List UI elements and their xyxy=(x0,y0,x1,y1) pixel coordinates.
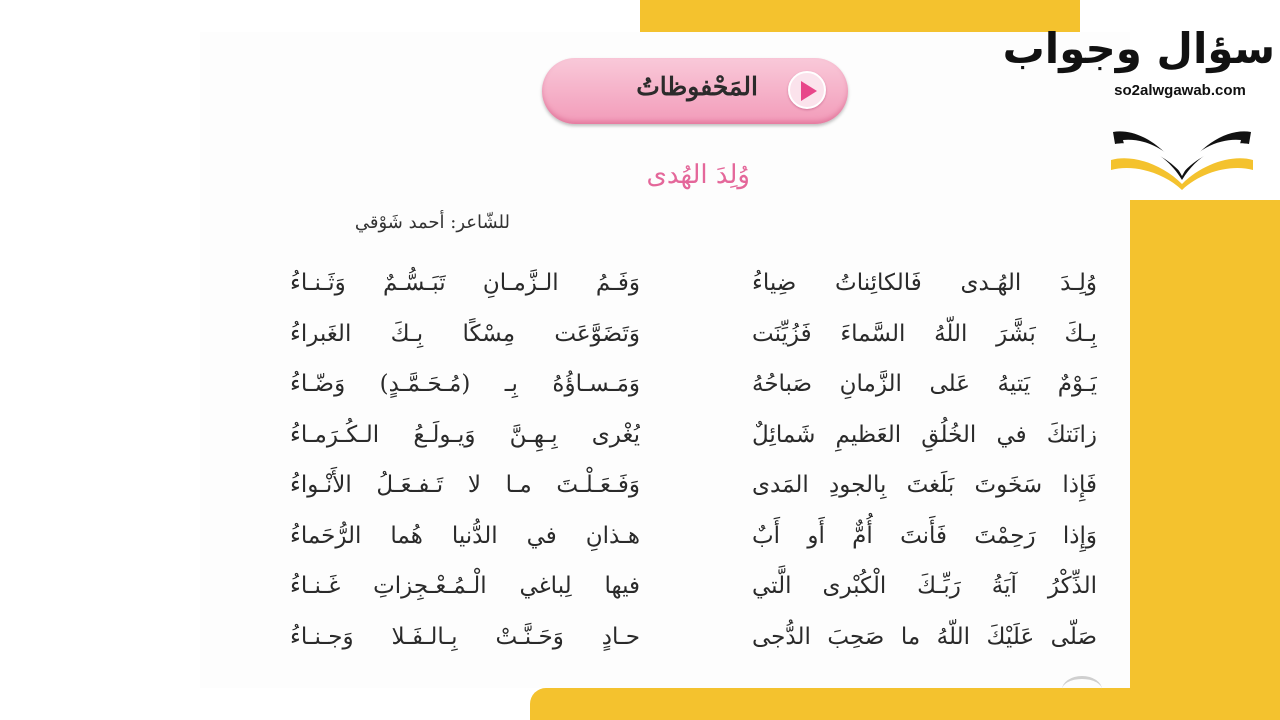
verse-line: وَمَـسـاؤُهُ بِـ (مُـحَـمَّـدٍ) وَضّـاءُ xyxy=(290,371,640,397)
page-corner-mark xyxy=(1062,676,1102,703)
verse-line: فيها لِباغي الْـمُـعْـجِزاتِ غَـنـاءُ xyxy=(290,573,640,599)
verse-line: يَـوْمٌ يَتيهُ عَلى الزَّمانِ صَباحُهُ xyxy=(752,371,1097,397)
verse-line: بِـكَ بَشَّرَ اللّهُ السَّماءَ فَزُيِّنَت xyxy=(752,320,1097,347)
verse-line: صَلّى عَلَيْكَ اللّهُ ما صَحِبَ الدُّجى xyxy=(752,623,1097,650)
poem-right-column xyxy=(752,258,1097,662)
poet-credit: للشّاعر: أحمد شَوْقي xyxy=(354,212,510,233)
verse-line: يُغْرى بِـهِـنَّ وَيـولَـعُ الـكُـرَمـاءُ xyxy=(290,421,640,448)
section-banner xyxy=(542,58,848,124)
verse-line: زانَتكَ في الخُلُقِ العَظيمِ شَمائِلٌ xyxy=(752,421,1097,448)
verse-line: وُلِـدَ الهُـدى فَالكائِناتُ ضِياءُ xyxy=(752,270,1097,296)
verse-line: وَإِذا رَحِمْتَ فَأَنتَ أُمٌّ أَو أَبٌ xyxy=(752,522,1097,549)
bottom-yellow-bar xyxy=(530,688,1130,720)
verse-line: وَفَـمُ الـزَّمـانِ تَبَـسُّـمٌ وَثَـنـاءُ xyxy=(290,270,640,296)
open-book-icon xyxy=(1107,114,1257,190)
verse-line: وَفَـعَـلْـتَ مـا لا تَـفـعَـلُ الأَنْـواءُ xyxy=(290,472,640,498)
logo-url: so2alwgawab.com xyxy=(1114,82,1246,99)
verse-line: حـادٍ وَحَـنَّـتْ بِـالـفَـلا وَجـنـاءُ xyxy=(290,623,640,650)
poem-title: وُلِدَ الهُدى xyxy=(646,160,750,190)
poem-left-column xyxy=(290,258,640,662)
verse-line: وَتَضَوَّعَت مِسْكًا بِـكَ الغَبراءُ xyxy=(290,320,640,347)
section-title: المَحْفوظاتُ xyxy=(636,72,758,101)
right-yellow-panel xyxy=(1130,200,1280,720)
verse-line: الذِّكْرُ آيَةُ رَبِّـكَ الْكُبْرى الَّتي xyxy=(752,573,1097,599)
site-logo[interactable] xyxy=(1002,18,1280,198)
verse-line: فَإِذا سَخَوتَ بَلَغتَ بِالجودِ المَدى xyxy=(752,472,1097,498)
verse-line: هـذانِ في الدُّنيا هُما الرُّحَماءُ xyxy=(290,522,640,549)
logo-wordmark: سؤال وجواب xyxy=(1002,24,1275,73)
play-icon xyxy=(788,71,826,109)
